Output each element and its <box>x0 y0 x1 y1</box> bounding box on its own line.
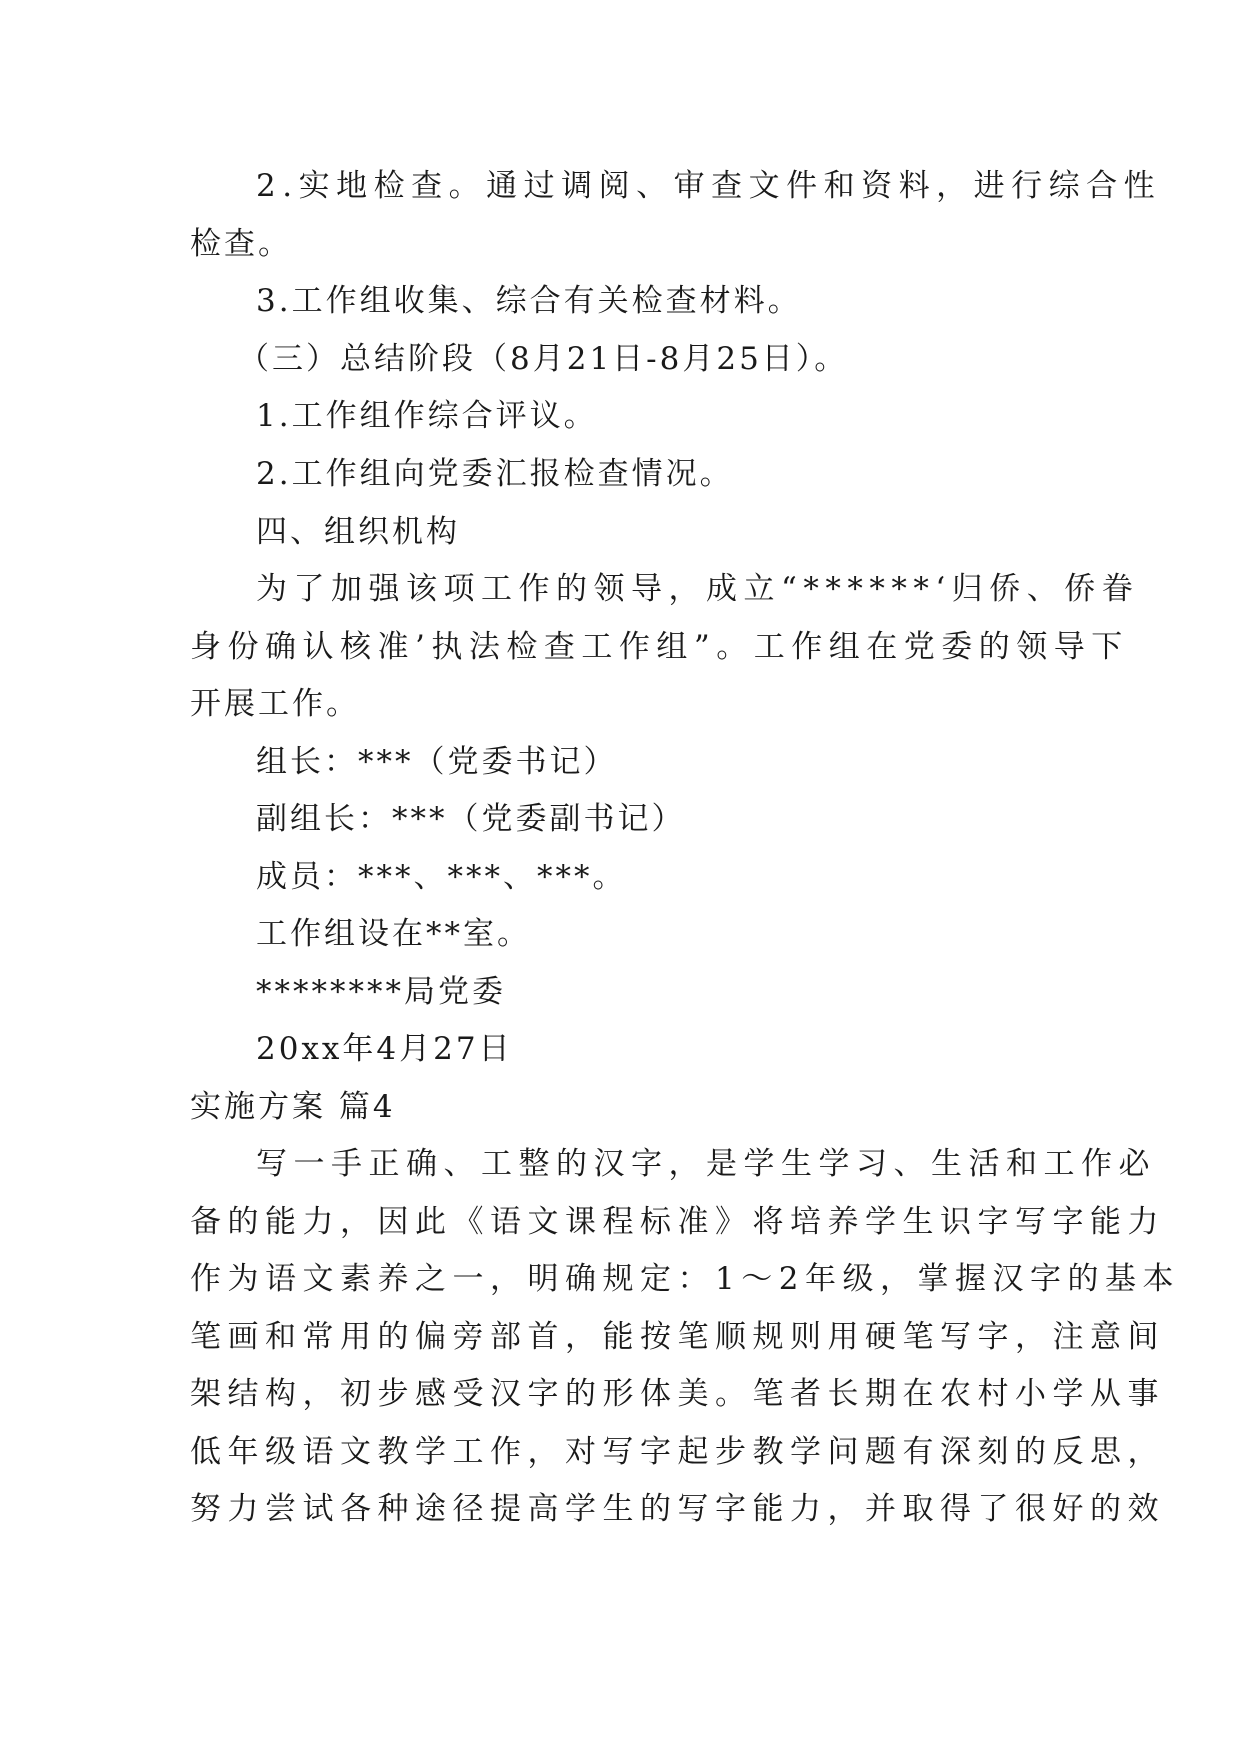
paragraph-line: 为了加强该项工作的领导，成立“******‘归侨、侨眷 <box>256 571 1140 607</box>
paragraph-line: 组长：***（党委书记） <box>256 744 618 780</box>
paragraph-line: 1.工作组作综合评议。 <box>256 398 598 434</box>
paragraph-line: 副组长：***（党委副书记） <box>256 801 686 837</box>
paragraph-line: 努力尝试各种途径提高学生的写字能力，并取得了很好的效 <box>190 1491 1165 1527</box>
paragraph-line: 作为语文素养之一，明确规定：1～2年级，掌握汉字的基本 <box>190 1261 1180 1297</box>
signature-line: ********局党委 <box>256 974 506 1010</box>
date-line: 20xx年4月27日 <box>256 1031 513 1067</box>
section-heading: 四、组织机构 <box>256 514 460 550</box>
paragraph-line: 身份确认核准’执法检查工作组”。工作组在党委的领导下 <box>190 629 1129 665</box>
paragraph-line: 工作组设在**室。 <box>256 916 531 952</box>
paragraph-line: 开展工作。 <box>190 686 360 722</box>
paragraph-line: 写一手正确、工整的汉字，是学生学习、生活和工作必 <box>256 1146 1156 1182</box>
section-heading: （三）总结阶段（8月21日-8月25日）。 <box>238 341 849 377</box>
paragraph-line: 架结构，初步感受汉字的形体美。笔者长期在农村小学从事 <box>190 1376 1165 1412</box>
paragraph-line: 低年级语文教学工作，对写字起步教学问题有深刻的反思， <box>190 1434 1165 1470</box>
paragraph-line: 笔画和常用的偏旁部首，能按笔顺规则用硬笔写字，注意间 <box>190 1319 1165 1355</box>
paragraph-line: 2.工作组向党委汇报检查情况。 <box>256 456 734 492</box>
paragraph-line: 备的能力，因此《语文课程标准》将培养学生识字写字能力 <box>190 1204 1165 1240</box>
paragraph-line: 3.工作组收集、综合有关检查材料。 <box>256 283 802 319</box>
paragraph-line: 成员：***、***、***。 <box>256 859 627 895</box>
paragraph-line: 2.实地检查。通过调阅、审查文件和资料，进行综合性 <box>256 168 1162 204</box>
section-title: 实施方案 篇4 <box>190 1089 396 1125</box>
paragraph-line: 检查。 <box>190 226 292 262</box>
